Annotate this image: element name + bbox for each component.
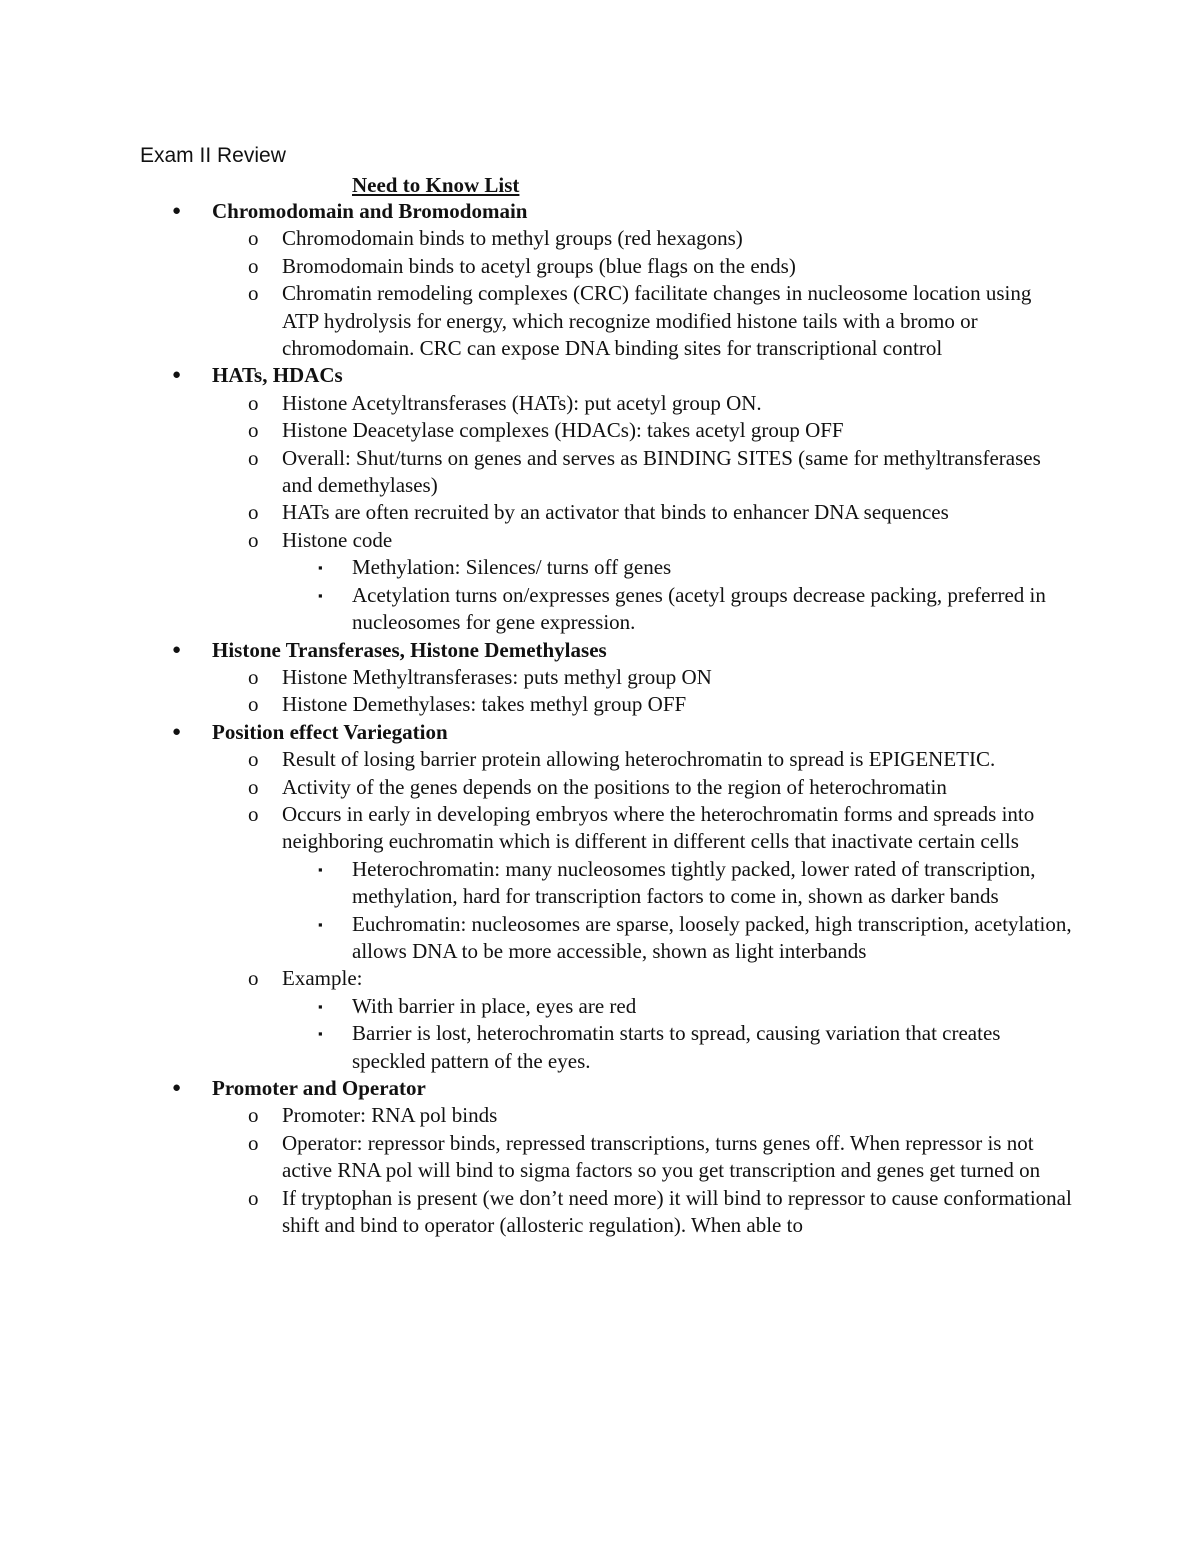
circle-marker: o xyxy=(248,664,259,689)
outline-subitem xyxy=(0,253,1072,280)
outline-item-text: Operator: repressor binds, repressed transcriptions, turns genes off. When repressor is not active RNA pol will bind to sigma factors so you get transcription and genes get turned on xyxy=(282,1130,1041,1183)
outline-item-text: Bromodomain binds to acetyl groups (blue flags on the ends) xyxy=(282,253,796,278)
outline-topic xyxy=(0,719,1072,746)
square-marker: ▪ xyxy=(318,1026,323,1042)
circle-marker: o xyxy=(248,527,259,552)
bullet-marker: ● xyxy=(172,641,182,658)
outline-subitem xyxy=(0,774,1072,801)
outline-item-text: Methylation: Silences/ turns off genes xyxy=(352,555,672,580)
square-marker: ▪ xyxy=(318,916,323,932)
outline-item-text: Chromodomain and Bromodomain xyxy=(212,199,528,223)
bullet-marker: ● xyxy=(172,367,182,384)
outline-subitem xyxy=(0,801,1072,856)
circle-marker: o xyxy=(248,801,259,826)
outline-subitem xyxy=(0,1185,1072,1240)
circle-marker: o xyxy=(248,500,259,525)
outline-subitem xyxy=(0,691,1072,718)
outline-item-text: Histone Acetyltransferases (HATs): put acetyl group ON. xyxy=(282,390,762,415)
outline-subitem xyxy=(0,499,1072,526)
square-marker: ▪ xyxy=(318,861,323,877)
circle-marker: o xyxy=(248,1130,259,1155)
circle-marker: o xyxy=(248,966,259,991)
outline-subitem xyxy=(0,664,1072,691)
circle-marker: o xyxy=(248,1185,259,1210)
outline-item-text: HATs are often recruited by an activator that binds to enhancer DNA sequences xyxy=(282,500,949,525)
circle-marker: o xyxy=(248,774,259,799)
outline-item-text: Promoter: RNA pol binds xyxy=(282,1103,498,1128)
outline-item-text: Occurs in early in developing embryos where the heterochromatin forms and spreads into neighboring euchromatin which is different in different cells that inactivate certain cells xyxy=(282,801,1035,854)
outline-item-text: Histone Demethylases: takes methyl group OFF xyxy=(282,692,687,717)
outline-item-text: Activity of the genes depends on the positions to the region of heterochromatin xyxy=(282,774,947,799)
list-heading: Need to Know List xyxy=(352,173,520,197)
outline-subsubitem xyxy=(0,554,1072,581)
outline-subitem xyxy=(0,527,1072,554)
outline-topic xyxy=(0,1075,1072,1102)
outline-item-text: Histone code xyxy=(282,527,393,552)
outline-subitem xyxy=(0,225,1072,252)
outline-subitem xyxy=(0,746,1072,773)
outline-item-text: Histone Methyltransferases: puts methyl group ON xyxy=(282,664,712,689)
outline-item-text: Example: xyxy=(282,966,363,991)
outline-subsubitem xyxy=(0,856,1072,911)
outline-item-text: Promoter and Operator xyxy=(212,1076,426,1100)
outline-item-text: Acetylation turns on/expresses genes (acetyl groups decrease packing, preferred in nucleosomes for gene expression. xyxy=(352,582,1046,635)
outline-subitem xyxy=(0,390,1072,417)
outline-item-text: Position effect Variegation xyxy=(212,719,448,744)
outline-item-text: Overall: Shut/turns on genes and serves as BINDING SITES (same for methyltransferases and demethylases) xyxy=(282,445,1041,498)
circle-marker: o xyxy=(248,418,259,443)
outline-list xyxy=(0,198,1200,1239)
document-title: Exam II Review xyxy=(140,144,286,167)
outline-item-text: Heterochromatin: many nucleosomes tightly packed, lower rated of transcription, methylation, hard for transcription factors to come in, shown as darker bands xyxy=(352,856,1036,909)
outline-item-text: Chromatin remodeling complexes (CRC) facilitate changes in nucleosome location using ATP hydrolysis for energy, which recognize modified histone tails with a bromo or chromodomain. CRC can expose DNA binding sites for transcriptional control xyxy=(282,281,1032,361)
bullet-marker: ● xyxy=(172,723,182,740)
outline-item-text: Euchromatin: nucleosomes are sparse, loosely packed, high transcription, acetylation, allows DNA to be more accessible, shown as light interbands xyxy=(352,911,1072,963)
outline-subitem xyxy=(0,280,1072,362)
outline-subitem xyxy=(0,445,1072,500)
outline-subitem xyxy=(0,1102,1072,1129)
outline-item-text: Histone Deacetylase complexes (HDACs): takes acetyl group OFF xyxy=(282,418,844,443)
outline-item-text: Chromodomain binds to methyl groups (red hexagons) xyxy=(282,226,743,251)
outline-subsubitem xyxy=(0,911,1072,966)
bullet-marker: ● xyxy=(172,1080,182,1096)
outline-topic xyxy=(0,362,1072,389)
square-marker: ▪ xyxy=(318,560,323,576)
outline-item-text: Result of losing barrier protein allowing heterochromatin to spread is EPIGENETIC. xyxy=(282,747,996,772)
bullet-marker: ● xyxy=(172,203,182,219)
circle-marker: o xyxy=(248,390,259,415)
outline-subsubitem xyxy=(0,582,1072,637)
outline-subitem xyxy=(0,965,1072,992)
outline-subsubitem xyxy=(0,993,1072,1020)
circle-marker: o xyxy=(248,692,259,717)
outline-subitem xyxy=(0,417,1072,444)
square-marker: ▪ xyxy=(318,587,323,603)
outline-item-text: HATs, HDACs xyxy=(212,363,343,388)
circle-marker: o xyxy=(248,1103,259,1128)
outline-subitem xyxy=(0,1130,1072,1185)
outline-item-text: With barrier in place, eyes are red xyxy=(352,993,637,1018)
circle-marker: o xyxy=(248,281,259,306)
circle-marker: o xyxy=(248,226,259,251)
circle-marker: o xyxy=(248,445,259,470)
circle-marker: o xyxy=(248,747,259,772)
outline-item-text: Histone Transferases, Histone Demethylases xyxy=(212,637,607,662)
square-marker: ▪ xyxy=(318,998,323,1014)
outline-item-text: Barrier is lost, heterochromatin starts to spread, causing variation that creates speckled pattern of the eyes. xyxy=(352,1021,1001,1073)
outline-subsubitem xyxy=(0,1020,1072,1075)
outline-topic xyxy=(0,198,1072,225)
circle-marker: o xyxy=(248,253,259,278)
outline-topic xyxy=(0,637,1072,664)
outline-item-text: If tryptophan is present (we don’t need more) it will bind to repressor to cause conformational shift and bind to operator (allosteric regulation). When able to xyxy=(282,1185,1072,1238)
